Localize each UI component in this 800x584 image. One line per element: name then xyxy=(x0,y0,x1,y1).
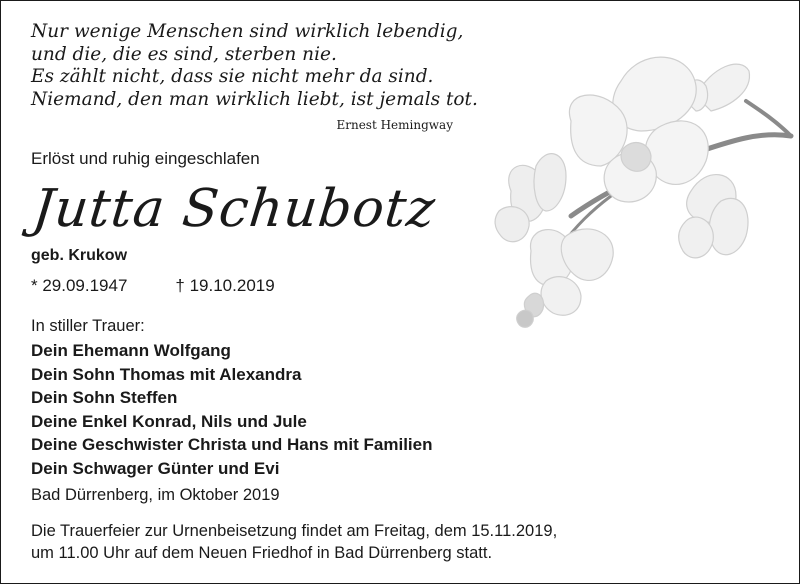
quote-line: Es zählt nicht, dass sie nicht mehr da sind. xyxy=(31,66,434,87)
orchid-flower xyxy=(679,175,748,258)
mourner-entry: Dein Sohn Steffen xyxy=(31,388,178,407)
ceremony-line: um 11.00 Uhr auf dem Neuen Friedhof in Bad Dürrenberg statt. xyxy=(31,544,493,562)
orchid-flower xyxy=(569,57,708,202)
quote-line: Niemand, den man wirklich liebt, ist jemals tot. xyxy=(31,88,478,110)
orchid-branch-image xyxy=(491,51,800,331)
quote-line: Nur wenige Menschen sind wirklich lebendig, xyxy=(31,21,464,42)
orchid-flower xyxy=(688,64,750,111)
poem-quote xyxy=(31,21,478,111)
mourners-label: In stiller Trauer: xyxy=(31,317,145,335)
mourner-entry: Dein Schwager Günter und Evi xyxy=(31,458,280,478)
quote-line: und die, die es sind, sterben nie. xyxy=(31,43,337,65)
place-date: Bad Dürrenberg, im Oktober 2019 xyxy=(31,486,280,504)
quote-author: Ernest Hemingway xyxy=(336,118,453,132)
birth-name: geb. Krukow xyxy=(31,247,128,264)
intro-text: Erlöst und ruhig eingeschlafen xyxy=(31,149,260,168)
deceased-name: Jutta Schubotz xyxy=(29,179,439,239)
mourner-entry: Dein Sohn Thomas mit Alexandra xyxy=(31,364,302,384)
birth-date: * 29.09.1947 xyxy=(31,276,128,295)
orchid-flower xyxy=(517,229,614,327)
ceremony-info xyxy=(31,520,557,564)
ceremony-line: Die Trauerfeier zur Urnenbeisetzung findet am Freitag, dem 15.11.2019, xyxy=(31,522,558,540)
orchid-flower xyxy=(495,154,566,242)
life-dates xyxy=(31,276,275,296)
death-date: † 19.10.2019 xyxy=(175,276,275,295)
mourner-entry: Dein Ehemann Wolfgang xyxy=(31,341,231,360)
mourner-entry: Deine Enkel Konrad, Nils und Jule xyxy=(31,411,307,431)
mourners-list xyxy=(31,339,433,480)
mourner-entry: Deine Geschwister Christa und Hans mit Familien xyxy=(31,435,433,454)
